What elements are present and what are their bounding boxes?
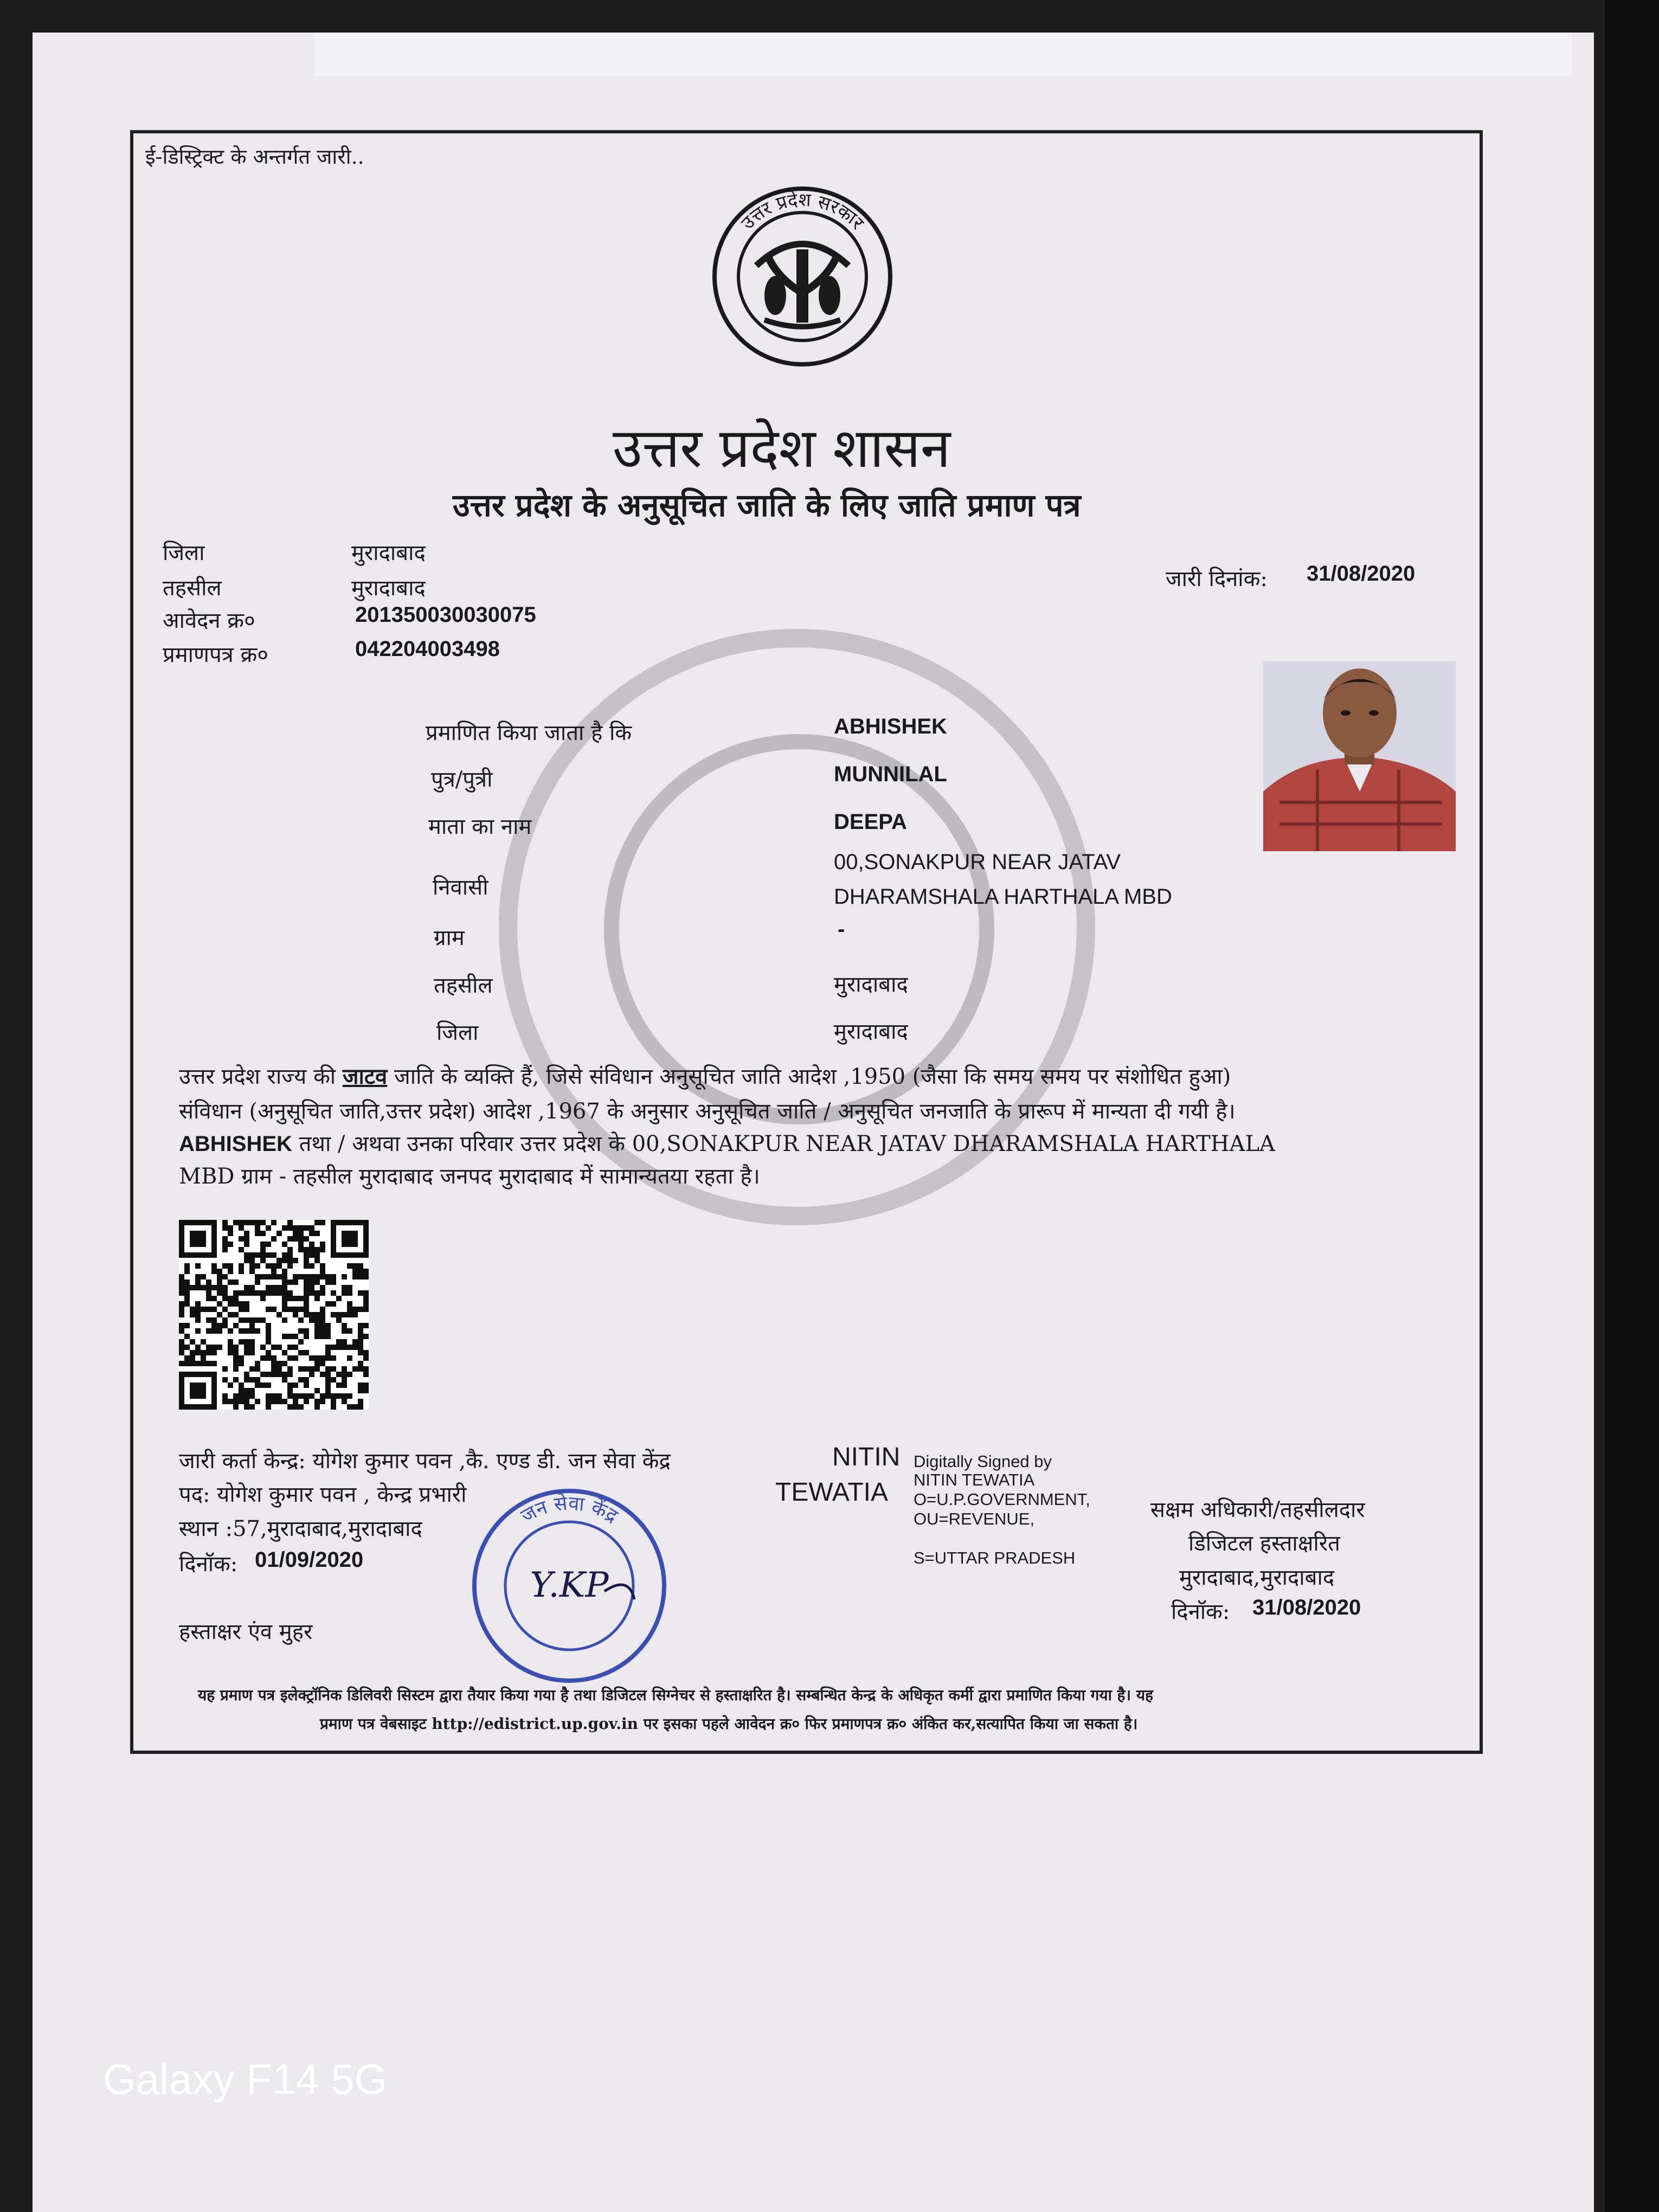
digital-sign-line-4: OU=REVENUE, [914,1509,1035,1528]
signer-name-line2: TEWATIA [775,1478,888,1507]
body-line-1-start: उत्तर प्रदेश राज्य की [179,1064,343,1089]
body-line-2: संविधान (अनुसूचित जाति,उत्तर प्रदेश) आदेश ,1967 के अनुसार अनुसूचित जाति / अनुसूचित जनजाति के प्रारूप में मान्यता दी गयी है। [179,1099,1236,1124]
digital-sign-line-1: Digitally Signed by [914,1452,1052,1471]
emblem-ring-text: उत्तर प्रदेश सरकार [737,189,869,234]
body-line-3 [179,1128,1442,1158]
district-label: जिला [163,541,205,565]
issued-under-text: ई-डिस्ट्रिक्ट के अन्तर्गत जारी.. [145,145,364,169]
resident-label: निवासी [433,875,488,900]
certify-label: प्रमाणित किया जाता है कि [426,721,632,745]
caste-name: जाटव [342,1064,388,1089]
qr-code [179,1220,369,1410]
body-line-4: MBD ग्राम - तहसील मुरादाबाद जनपद मुरादाबाद में सामान्यतया रहता है। [179,1164,760,1189]
jan-seva-kendra-stamp [466,1483,672,1689]
issuing-centre: जारी कर्ता केन्द्र: योगेश कुमार पवन ,कै. एण्ड डी. जन सेवा केंद्र [179,1449,671,1474]
tehsil-label: तहसील [163,576,222,601]
details-tehsil-value: मुरादाबाद [834,972,908,997]
authority-place: मुरादाबाद,मुरादाबाद [1179,1565,1335,1590]
body-line-1-end: जाति के व्यक्ति हैं, जिसे संविधान अनुसूचित जाति आदेश ,1950 (जैसा कि समय समय पर संशोधित हुआ) [387,1064,1231,1089]
stamp-signature: Y.KP [530,1565,609,1605]
applicant-name: ABHISHEK [834,715,947,738]
village-value: - [838,917,845,941]
certificate-no-value: 042204003498 [355,637,500,661]
mother-name: DEEPA [834,810,907,834]
footer-note-line2: प्रमाण पत्र वेबसाइट http://edistrict.up.gov.in पर इसका पहले आवेदन क्र० फिर प्रमाणपत्र क्र० अंकित कर,सत्यापित किया जा सकता है। [320,1715,1138,1733]
authority-digital-signed: डिजिटल हस्ताक्षरित [1188,1531,1340,1556]
parent-label: पुत्र/पुत्री [431,767,493,792]
issue-date-value: 31/08/2020 [1307,562,1416,586]
authority-date-label: दिनॉक: [1171,1599,1230,1624]
sign-and-seal-label: हस्ताक्षर एंव मुहर [179,1619,313,1644]
up-state-emblem-icon [710,184,895,369]
body-line-1 [179,1060,1442,1090]
village-label: ग्राम [434,925,465,950]
issuer-place: स्थान :57,मुरादाबाद,मुरादाबाद [179,1516,422,1541]
page-title: उत्तर प्रदेश शासन [613,416,951,480]
tehsil-value: मुरादाबाद [351,576,426,601]
application-no-value: 201350030030075 [355,603,536,627]
authority-date-value: 31/08/2020 [1252,1596,1361,1619]
digital-sign-line-3: O=U.P.GOVERNMENT, [914,1490,1090,1509]
stamp-text: जन सेवा केंद्र [517,1492,622,1528]
issuer-date-label: दिनॉक: [179,1552,238,1577]
issue-date-label: जारी दिनांक: [1166,567,1268,591]
signer-name-line1: NITIN [832,1443,901,1471]
details-tehsil-label: तहसील [434,973,493,998]
district-value: मुरादाबाद [351,541,426,565]
certificate-no-label: प्रमाणपत्र क्र० [163,642,268,667]
applicant-photo [1263,661,1456,851]
resident-address-line1: 00,SONAKPUR NEAR JATAV [834,850,1121,874]
camera-watermark: Galaxy F14 5G [103,2055,388,2103]
certificate-subtitle: उत्तर प्रदेश के अनुसूचित जाति के लिए जाति प्रमाण पत्र [453,487,1081,524]
details-district-value: मुरादाबाद [834,1019,908,1044]
issuer-date-value: 01/09/2020 [255,1548,364,1572]
details-district-label: जिला [436,1020,479,1045]
footer-note-line1: यह प्रमाण पत्र इलेक्ट्रॉनिक डिलिवरी सिस्टम द्वारा तैयार किया गया है तथा डिजिटल सिग्नेचर से हस्ताक्षरित है। सम्बन्धित केन्द्र के अधिकृत कर्मी द्वारा प्रमाणित किया गया है। यह [198,1686,1153,1704]
parent-name: MUNNILAL [834,762,947,786]
mother-label: माता का नाम [428,814,532,839]
body-applicant-name: ABHISHEK [179,1132,292,1156]
digital-sign-line-2: NITIN TEWATIA [914,1470,1035,1489]
paper-behind [314,33,1572,76]
issuer-post: पद: योगेश कुमार पवन , केन्द्र प्रभारी [179,1482,467,1507]
background-edge [1605,0,1659,2212]
resident-address-line2: DHARAMSHALA HARTHALA MBD [834,885,1172,909]
authority-title: सक्षम अधिकारी/तहसीलदार [1150,1497,1365,1522]
application-no-label: आवेदन क्र० [163,608,255,633]
digital-sign-line-5: S=UTTAR PRADESH [914,1548,1076,1567]
body-line-3-rest: तथा / अथवा उनका परिवार उत्तर प्रदेश के 00,SONAKPUR NEAR JATAV DHARAMSHALA HARTHALA [292,1131,1275,1156]
